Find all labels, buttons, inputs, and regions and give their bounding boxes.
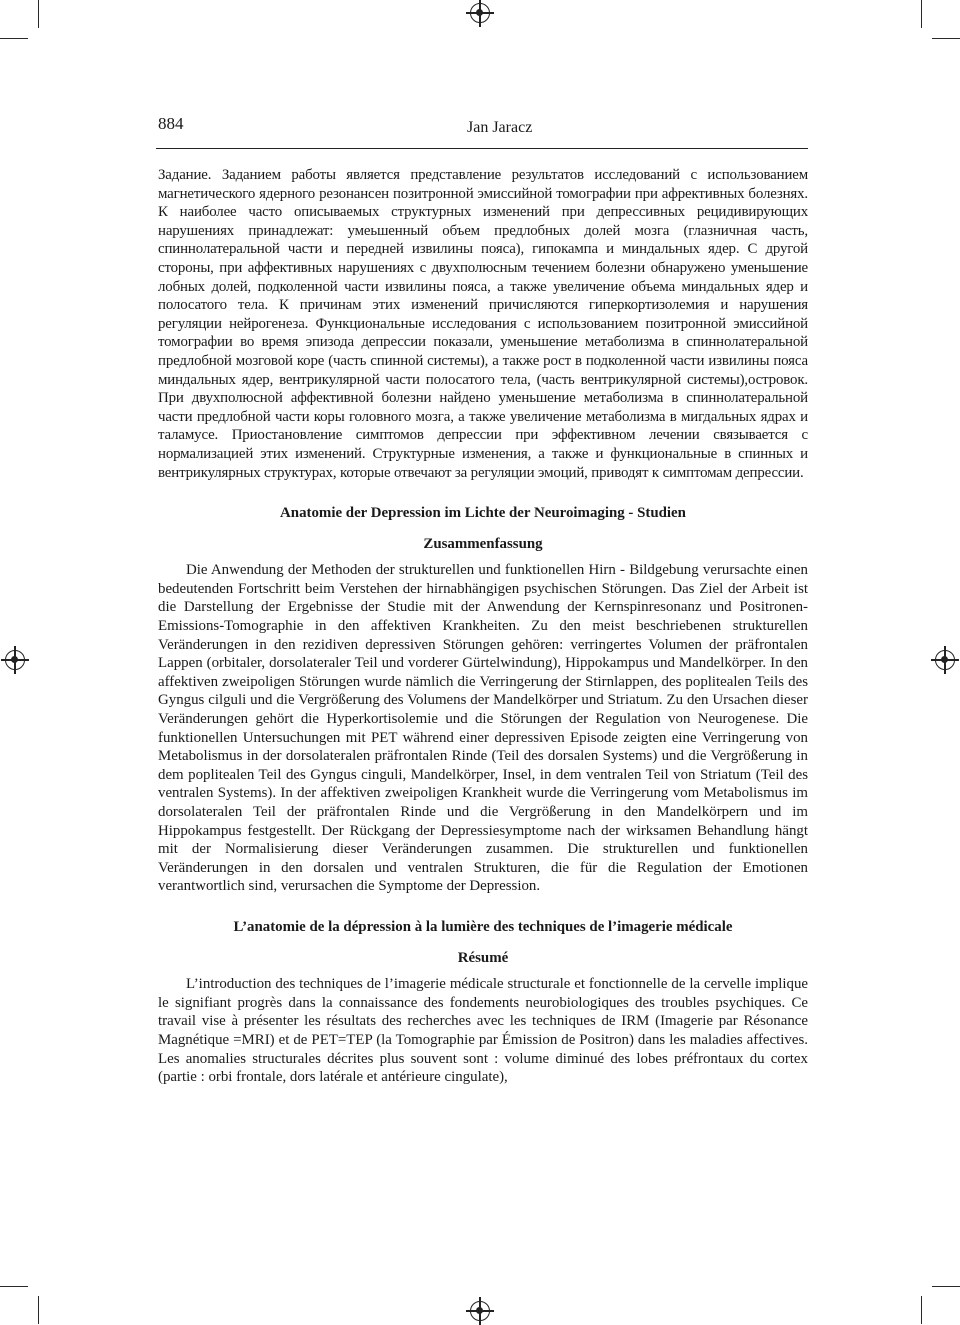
german-heading: Zusammenfassung bbox=[423, 535, 543, 552]
page-number: 884 bbox=[158, 114, 184, 133]
crop-mark bbox=[932, 38, 960, 39]
crop-mark bbox=[921, 1296, 922, 1324]
running-title: Jan Jaracz bbox=[467, 119, 533, 136]
french-title: L’anatomie de la dépression à la lumière des techniques de l’imagerie médicale bbox=[233, 918, 733, 935]
page-body bbox=[158, 166, 808, 1087]
registration-mark-icon bbox=[470, 3, 490, 23]
crop-mark bbox=[932, 1286, 960, 1287]
crop-mark bbox=[921, 0, 922, 28]
registration-mark-icon bbox=[5, 650, 25, 670]
french-summary: L’introduction des techniques de l’imagerie médicale structurale et fonctionnelle de la cervelle implique le signifiant progrès dans la connaissance des fondements neurobiologiques des troubles psychiques. Ce travail vise à présenter les résultats des recherches avec les techniques de IRM (Imagerie par Résonance Magnétique =MRI) et de PET=TEP (la Tomographie par Émission de Positron) dans les maladies affectives. Les anomalies structurales décrites plus souvent sont : volume diminué des lobes préfrontaux du cortex (partie : orbi frontale, dors latérale et antérieure cingulate), bbox=[158, 976, 808, 1086]
registration-mark-icon bbox=[470, 1301, 490, 1321]
french-heading: Résumé bbox=[457, 949, 509, 966]
crop-mark bbox=[38, 1296, 39, 1324]
crop-mark bbox=[0, 1286, 28, 1287]
crop-mark bbox=[38, 0, 39, 28]
crop-mark bbox=[0, 38, 28, 39]
german-summary: Die Anwendung der Methoden der strukturellen und funktionellen Hirn - Bildgebung verursachte einen bedeutenden Fortschritt beim Verstehen der hirnabhängigen psychischen Störungen. Das Ziel der Arbeit ist die Darstellung der Ergebnisse der Studie mit der Anwendung der Kernspinresonanz und Positronen-Emissions-Tomographie in den affektiven Krankheiten. Zu den meist beschriebenen strukturellen Veränderungen in den rezidiven depressiven Störungen gehören: verringertes Volumen der präfrontalen Lappen (orbitaler, dorsolateraler Teil und vorderer Gürtelwindung), Hippokampus und Mandelkörper. In den affektiven zweipoligen Störungen wurde nämlich die Verringerung der Stirnlappen, des poplitealen Teils des Gyngus cilguli und die Vergrößerung des Volumens der Mandelkörper und Striatum. Zu den Ursachen dieser Veränderungen gehört die Hyperkortisolemie und die Störungen der Regulation von Neurogenese. Die funktionellen Untersuchungen mit PET während einer depressiven Episode zeigten eine Verringerung von Metabolismus in der dorsolateralen präfrontalen Rinde (Teil des dorsalen Systems) und die Vergrößerung in dem poplitealen Teil des Gyngus cinguli, Mandelkörper, Insel, in dem ventralen Teil von Striatum (Teil des ventralen Systems). In der affektiven zweipoligen Krankheit wurde die Verringerung vom Metabolismus im dorsolateralen Teil der präfrontalen Rinde und die Vergrößerung in den Mandelkörpern und im Hippokampus festgestellt. Der Rückgang der Depressiesymptome nach der wirksamen Behandlung hängt mit der Normalisierung dieser Veränderungen zusammen. Die strukturellen und funktionellen Veränderungen in den dorsalen und ventralen Strukturen, die für die Regulation der Emotionen verantwortlich sind, verursachen die Symptome der Depression. bbox=[158, 562, 808, 895]
german-title: Anatomie der Depression im Lichte der Neuroimaging - Studien bbox=[280, 505, 686, 522]
registration-mark-icon bbox=[935, 650, 955, 670]
russian-summary: Задание. Заданием работы является представление результатов исследований с использованием магнетического ядерного резонансен позитронной эмиссийной томографии при афрективных болезнях. К наиболее часто описываемых структурных изменений при депрессивных рецидивирующих нарушениях принадлежат: умеьшенный объем предлобных долей мозга (глазничная часть, спиннолатеральной части и передней извилины пояса), гипокампа и миндальных ядер. С другой стороны, при аффективных нарушениях с двухполюсным течением болезни обнаружено уменьшение лобных долей, подколенной части извилины пояса, а также увеличение объема миндальных ядер и полосатого тела. К причинам этих изменений причисляются гиперкортизолемия и нарушения регуляции нейрогенеза. Функциональные исследования с использованием позитронной эмиссийной томографии во время эпизода депрессии показали, уменьшение метаболизма в спиннолатеральной предлобной мозговой коре (часть спинной системы), а также рост в подколенной части извилины пояса миндальных ядер, вентрикулярной части полосатого тела, (часть вентрикулярной системы),островок. При двухполюсной аффективной болезни найдено уменьшение метаболизма в спиннолатеральной части предлобной части коры головного мозга, а также увеличение метаболизма в мигдальных ядрах и таламусе. Приостановление симптомов депрессии при эффективном лечении связывается с нормализацией этих изменений. Структурные изменения, а также и функциональные в спинных и вентрикулярных структурах, которые отвечают за регуляции эмоций, приводят к симптомам депрессии. bbox=[158, 167, 808, 481]
header-rule bbox=[156, 148, 808, 149]
